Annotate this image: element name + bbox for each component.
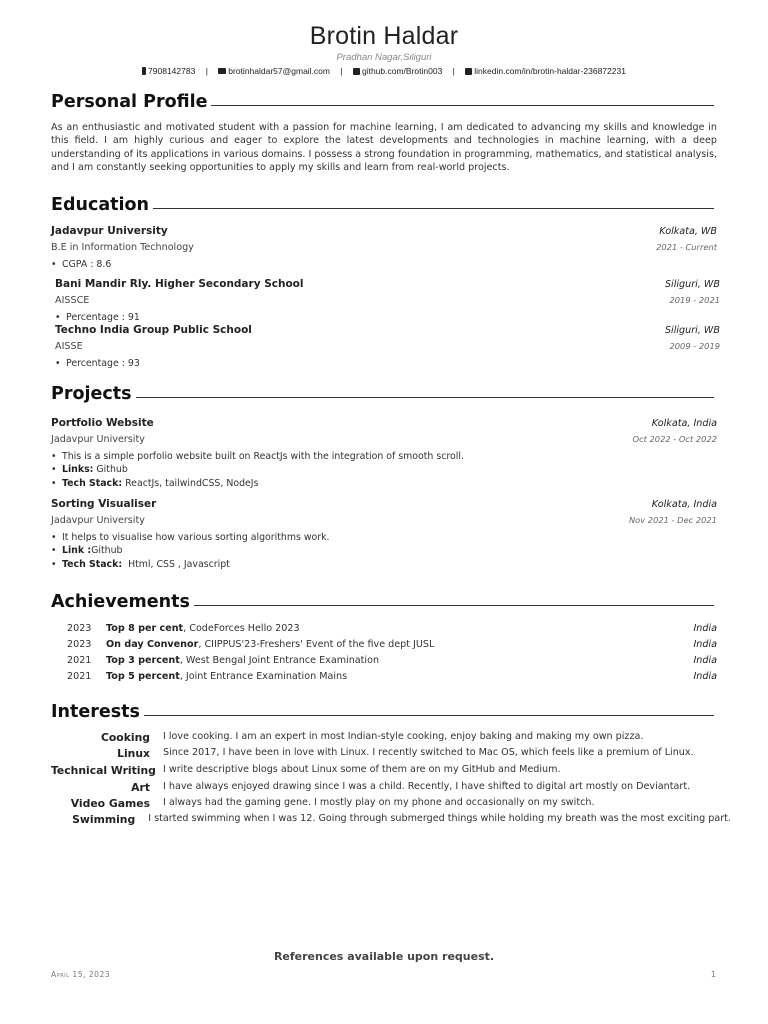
interest-row: Linux Since 2017, I have been in love with Linux. I recently switched to Mac OS, which feels like a premium of Linux. xyxy=(117,747,694,760)
project-sub xyxy=(51,434,717,445)
project-sub xyxy=(51,515,717,526)
address: Pradhan Nagar,Siliguri xyxy=(336,52,432,63)
dates: 2019 - 2021 xyxy=(669,295,720,305)
interest-row: Art I have always enjoyed drawing since I was a child. Recently, I have shifted to digital art mostly on Deviantart. xyxy=(131,781,691,794)
heading-rule xyxy=(211,105,714,106)
education-detail: • CGPA : 8.6 xyxy=(51,259,111,270)
section-heading-education: Education xyxy=(51,195,714,215)
references-note: References available upon request. xyxy=(273,950,495,963)
page-number: 1 xyxy=(710,970,716,979)
project-title: Sorting Visualiser xyxy=(51,498,157,510)
school-name: Jadavpur University xyxy=(51,225,168,237)
project-dates: Nov 2021 - Dec 2021 xyxy=(628,515,717,525)
section-heading-interests: Interests xyxy=(51,702,714,722)
project-description: • It helps to visualise how various sorting algorithms work. xyxy=(51,532,330,543)
email-icon xyxy=(218,68,226,74)
school-location: Kolkata, WB xyxy=(659,226,717,237)
separator: | xyxy=(452,66,455,76)
school-location: Siliguri, WB xyxy=(664,325,720,336)
profile-text: As an enthusiastic and motivated student with a passion for machine learning, I am dedicated to advancing my skills and knowledge in this field. I am highly curious and eager to explore the latest developments and technologies in machine learning, with a deep understanding of its applications in various domains. I possess a strong foundation in programming, mathematics, and statistical analysis, and I am constantly seeking opportunities to apply my skills and learn from real-world projects. xyxy=(51,122,717,173)
degree: AISSE xyxy=(55,341,83,352)
email-link[interactable]: brotinhaldar57@gmail.com xyxy=(228,66,330,76)
project-links: • Links: Github xyxy=(51,464,128,475)
project-location: Kolkata, India xyxy=(651,499,717,510)
degree: AISSCE xyxy=(55,295,90,306)
footer-date: April 15, 2023 xyxy=(51,970,111,979)
project-header xyxy=(51,498,717,510)
project-org: Jadavpur University xyxy=(51,434,145,445)
resume-name: Brotin Haldar xyxy=(309,22,459,50)
github-link[interactable]: github.com/Brotin003 xyxy=(361,66,443,76)
phone-icon xyxy=(142,67,146,75)
education-entry-header xyxy=(55,324,720,336)
project-dates: Oct 2022 - Oct 2022 xyxy=(632,434,717,444)
education-entry-header xyxy=(55,278,720,290)
project-org: Jadavpur University xyxy=(51,515,145,526)
project-tech-stack: • Tech Stack: ReactJs, tailwindCSS, NodeJs xyxy=(51,478,258,489)
heading-rule xyxy=(136,397,714,398)
contact-line xyxy=(0,66,768,76)
education-entry-sub xyxy=(51,242,717,253)
project-tech-stack: • Tech Stack: Html, CSS , Javascript xyxy=(51,559,230,570)
section-heading-profile: Personal Profile xyxy=(51,92,714,112)
linkedin-link[interactable]: linkedin.com/in/brotin-haldar-236872231 xyxy=(474,66,626,76)
project-title: Portfolio Website xyxy=(51,417,154,429)
education-detail: • Percentage : 93 xyxy=(55,358,140,369)
education-entry-sub xyxy=(55,295,720,306)
github-link[interactable]: Github xyxy=(96,464,128,475)
project-links: • Link :Github xyxy=(51,545,123,556)
education-entry-sub xyxy=(55,341,720,352)
section-heading-projects: Projects xyxy=(51,384,714,404)
achievement-row: 2021 Top 5 percent, Joint Entrance Examination Mains India xyxy=(67,671,717,682)
degree: B.E in Information Technology xyxy=(51,242,194,253)
project-description: • This is a simple porfolio website built on ReactJs with the integration of smooth scroll. xyxy=(51,451,464,462)
school-name: Bani Mandir Rly. Higher Secondary School xyxy=(55,278,304,290)
dates: 2021 - Current xyxy=(656,242,717,252)
education-entry-header xyxy=(51,225,717,237)
achievement-row: 2023 On day Convenor, CIIPPUS'23-Freshers' Event of the five dept JUSL India xyxy=(67,639,717,650)
section-heading-achievements: Achievements xyxy=(51,592,714,612)
heading-rule xyxy=(144,715,714,716)
project-header xyxy=(51,417,717,429)
interest-row: Technical Writing I write descriptive blogs about Linux some of them are on my GitHub and Medium. xyxy=(51,764,561,777)
achievement-row: 2021 Top 3 percent, West Bengal Joint Entrance Examination India xyxy=(67,655,717,666)
interest-row: Cooking I love cooking. I am an expert in most Indian-style cooking, enjoy baking and making my own pizza. xyxy=(100,731,644,744)
education-detail: • Percentage : 91 xyxy=(55,312,140,323)
dates: 2009 - 2019 xyxy=(669,341,720,351)
separator: | xyxy=(205,66,208,76)
github-icon xyxy=(353,68,360,75)
school-name: Techno India Group Public School xyxy=(55,324,252,336)
interest-row: Video Games I always had the gaming gene. I mostly play on my phone and occasionally on my switch. xyxy=(70,797,595,810)
heading-rule xyxy=(153,208,714,209)
separator: | xyxy=(340,66,343,76)
school-location: Siliguri, WB xyxy=(664,279,720,290)
interest-row: Swimming I started swimming when I was 12. Going through submerged things while holding my breath was the most exciting part. xyxy=(72,813,731,826)
github-link[interactable]: Github xyxy=(91,545,123,556)
linkedin-icon xyxy=(465,68,472,75)
achievement-row: 2023 Top 8 per cent, CodeForces Hello 2023 India xyxy=(67,623,717,634)
phone-number[interactable]: 7908142783 xyxy=(148,66,196,76)
project-location: Kolkata, India xyxy=(651,418,717,429)
heading-rule xyxy=(194,605,714,606)
